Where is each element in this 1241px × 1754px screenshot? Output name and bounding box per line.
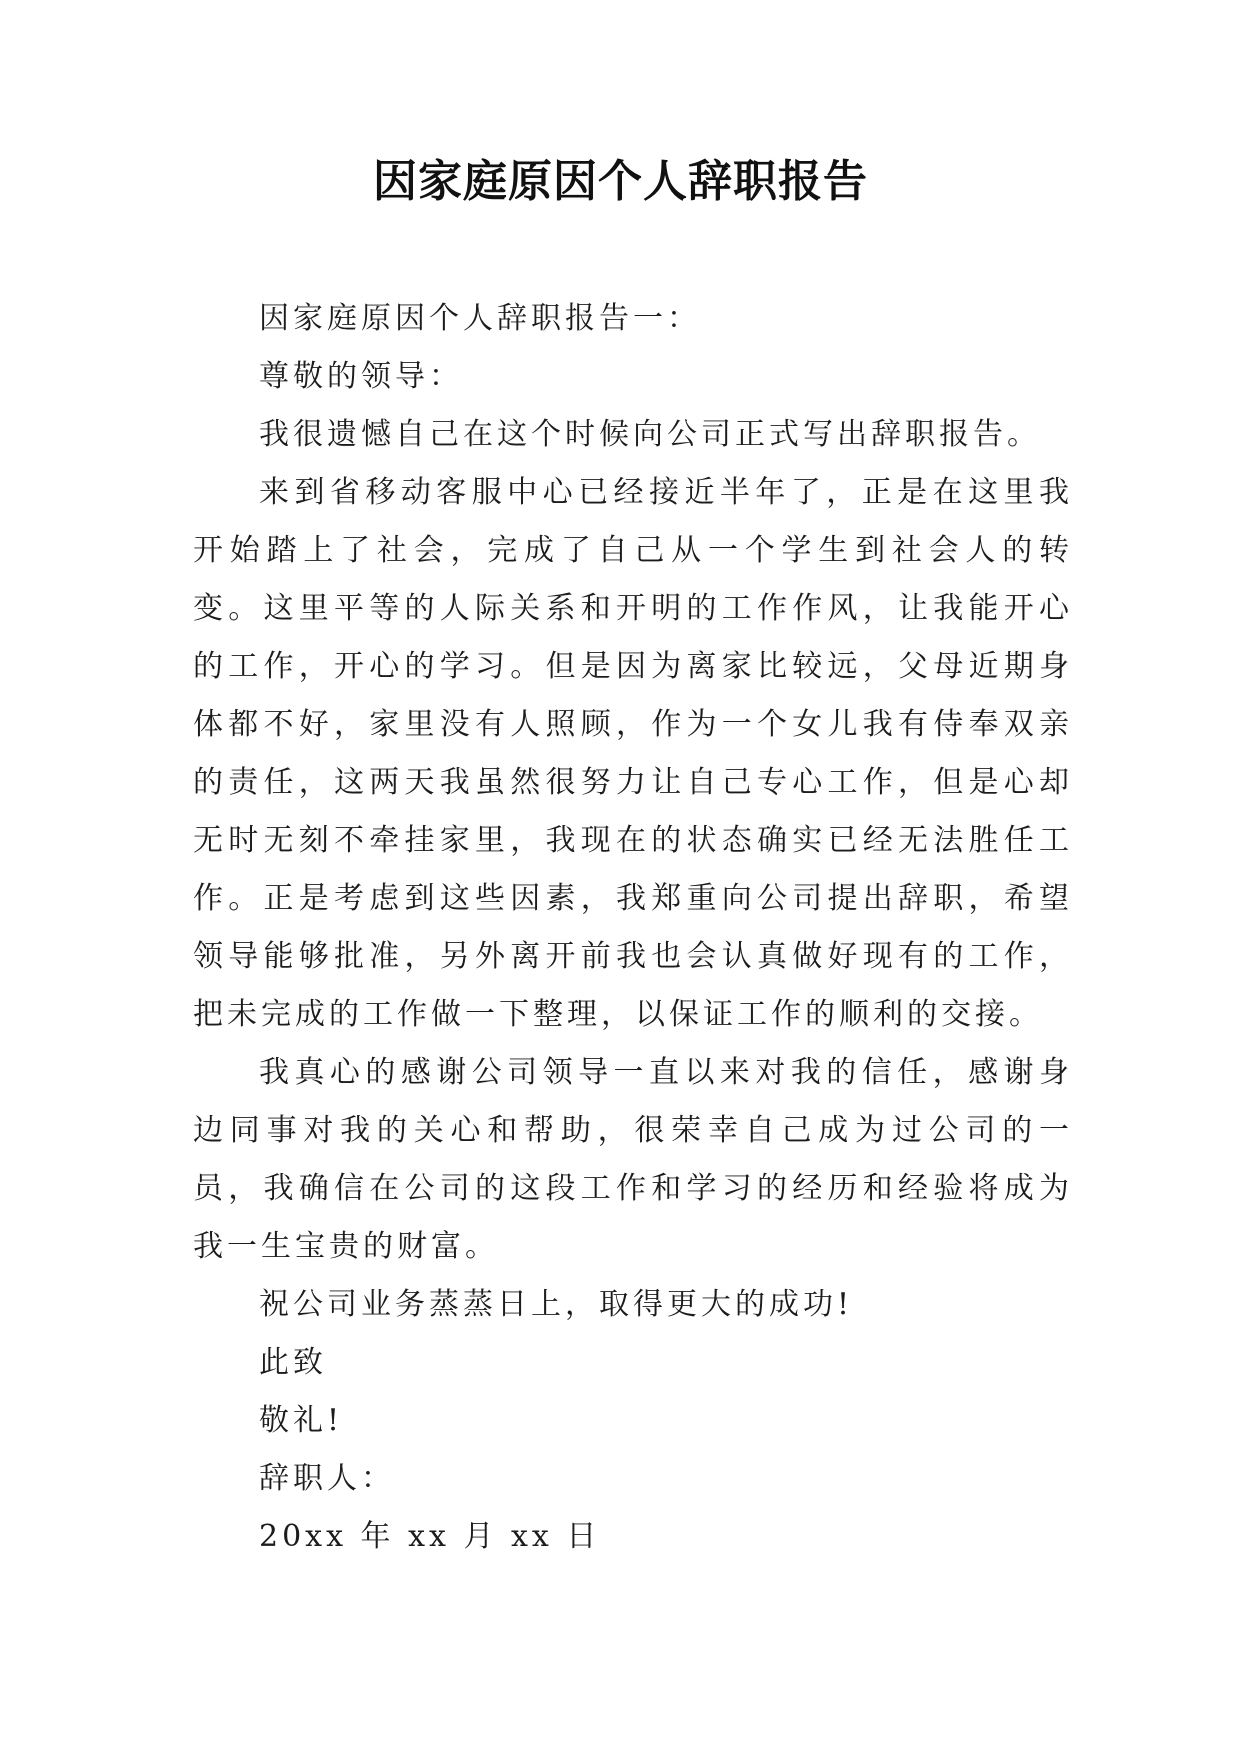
closing-cizhi: 此致 [259,1345,327,1380]
salutation: 尊敬的领导： [259,359,463,394]
section-heading: 因家庭原因个人辞职报告一： [259,301,701,336]
body-paragraph: 我真心的感谢公司领导一直以来对我的信任，感谢身边同事对我的关心和帮助，很荣幸自己成为过公司的一员，我确信在公司的这段工作和学习的经历和经验将成为我一生宝贵的财富。 [193,1055,1073,1264]
closing-jingli: 敬礼! [259,1403,344,1438]
body-paragraph: 来到省移动客服中心已经接近半年了，正是在这里我开始踏上了社会，完成了自己从一个学生到社会人的转变。这里平等的人际关系和开明的工作作风，让我能开心的工作，开心的学习。但是因为离家比较远，父母近期身体都不好，家里没有人照顾，作为一个女儿我有侍奉双亲的责任，这两天我虽然很努力让自己专心工作，但是心却无时无刻不牵挂家里，我现在的状态确实已经无法胜任工作。正是考虑到这些因素，我郑重向公司提出辞职，希望领导能够批准，另外离开前我也会认真做好现有的工作，把未完成的工作做一下整理，以保证工作的顺利的交接。 [193,475,1073,1032]
document-body [193,290,1073,1566]
body-paragraph: 我很遗憾自己在这个时候向公司正式写出辞职报告。 [259,417,1041,452]
document-title: 因家庭原因个人辞职报告 [373,156,868,207]
closing-wish: 祝公司业务蒸蒸日上，取得更大的成功! [259,1287,854,1322]
date-line: 20xx 年 xx 月 xx 日 [259,1519,601,1554]
signature-line: 辞职人： [259,1461,395,1496]
